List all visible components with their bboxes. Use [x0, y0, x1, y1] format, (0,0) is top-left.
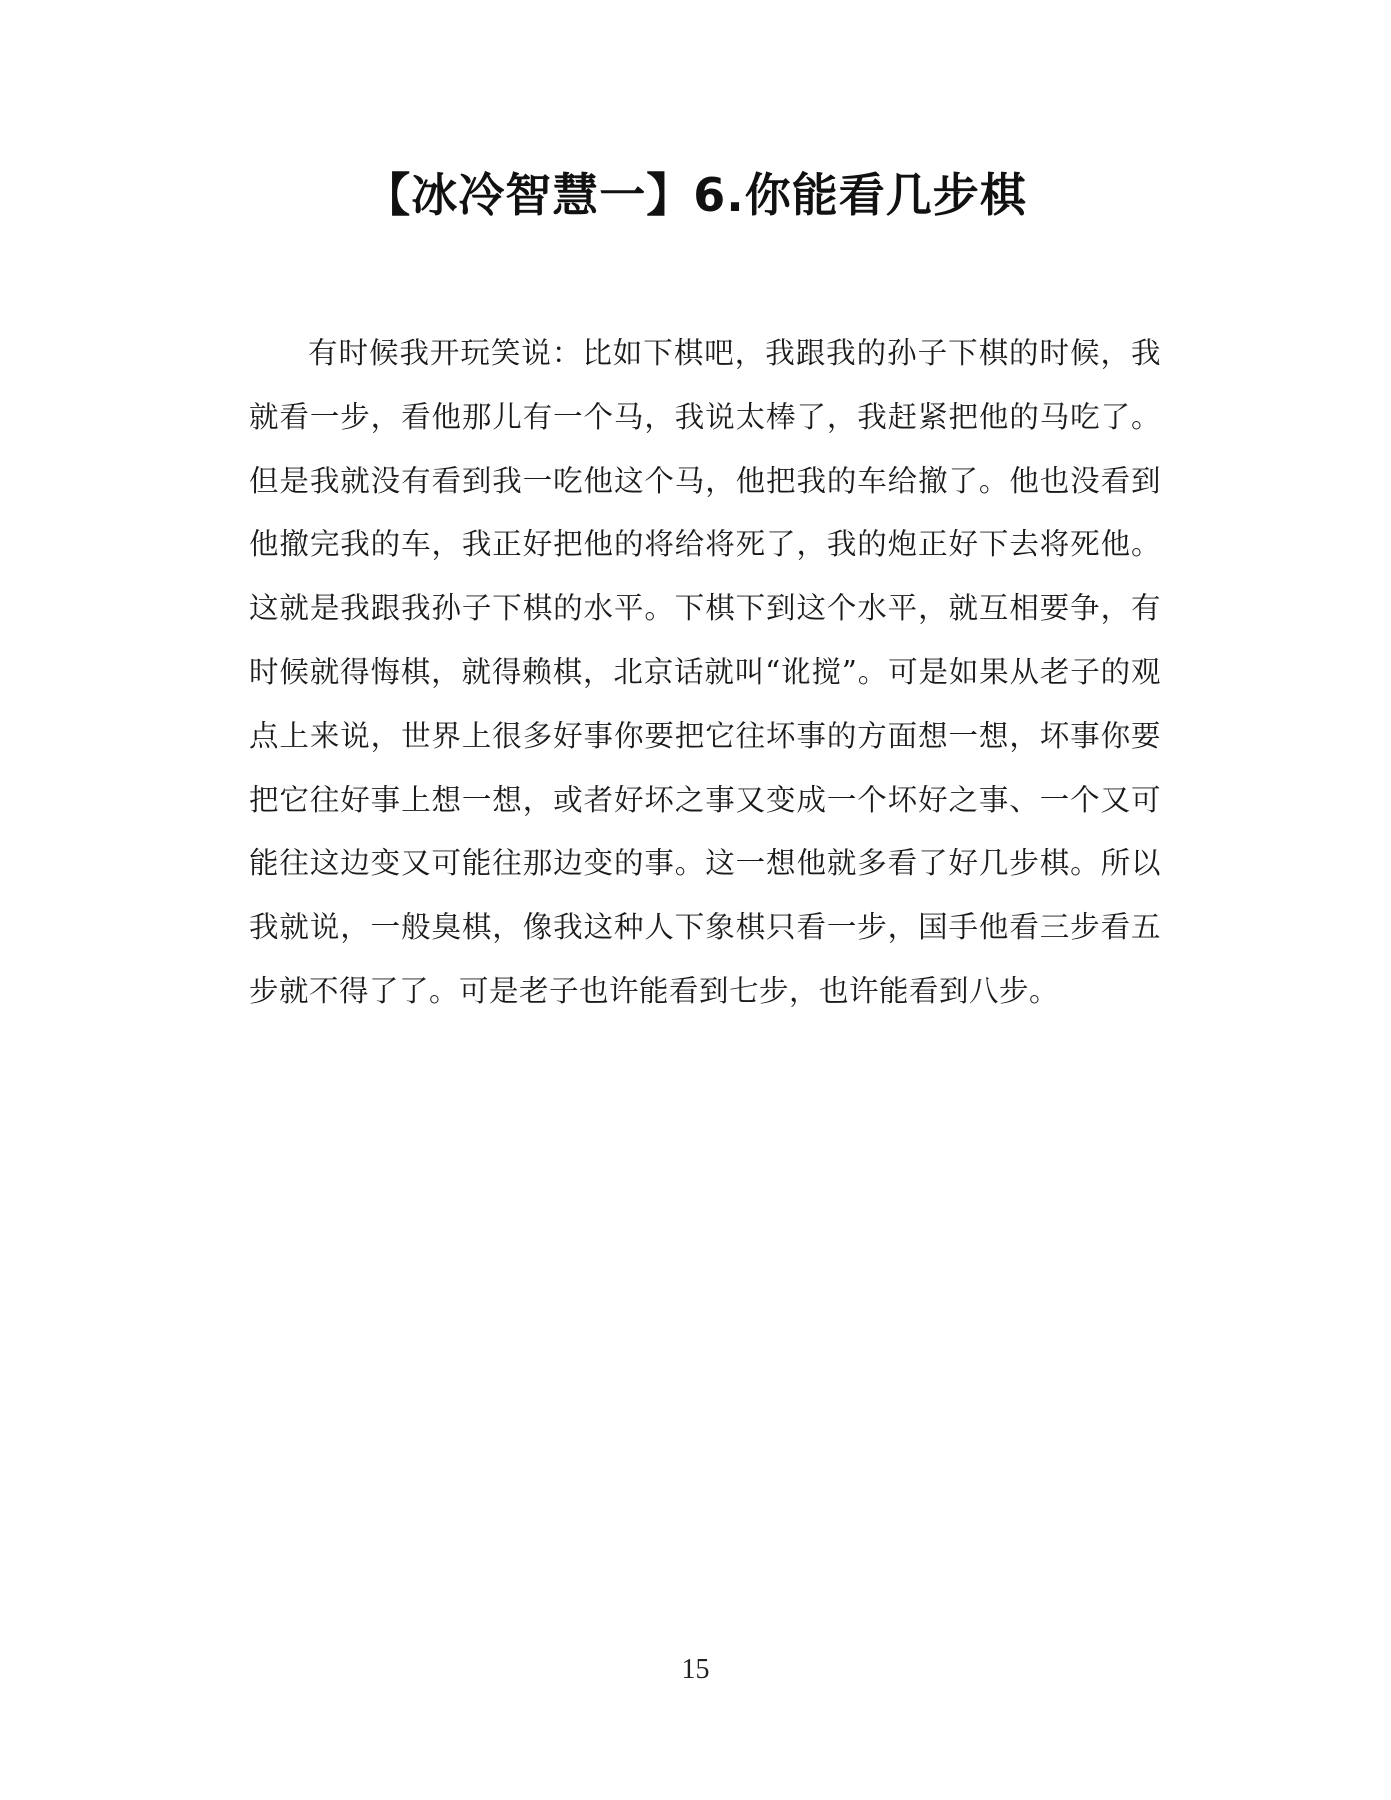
body-paragraph: 有时候我开玩笑说：比如下棋吧，我跟我的孙子下棋的时候，我就看一步，看他那儿有一个马，我说太棒了，我赶紧把他的马吃了。但是我就没有看到我一吃他这个马，他把我的车给撤了。他也没看到他撤完我的车，我正好把他的将给将死了，我的炮正好下去将死他。这就是我跟我孙子下棋的水平。下棋下到这个水平，就互相要争，有时候就得悔棋，就得赖棋，北京话就叫“讹搅”。可是如果从老子的观点上来说，世界上很多好事你要把它往坏事的方面想一想，坏事你要把它往好事上想一想，或者好坏之事又变成一个坏好之事、一个又可能往这边变又可能往那边变的事。这一想他就多看了好几步棋。所以我就说，一般臭棋，像我这种人下象棋只看一步，国手他看三步看五步就不得了了。可是老子也许能看到七步，也许能看到八步。	[249, 336, 1161, 1008]
page-number: 15	[681, 1654, 710, 1685]
page-title: 【冰冷智慧一】6.你能看几步棋	[364, 168, 1027, 222]
